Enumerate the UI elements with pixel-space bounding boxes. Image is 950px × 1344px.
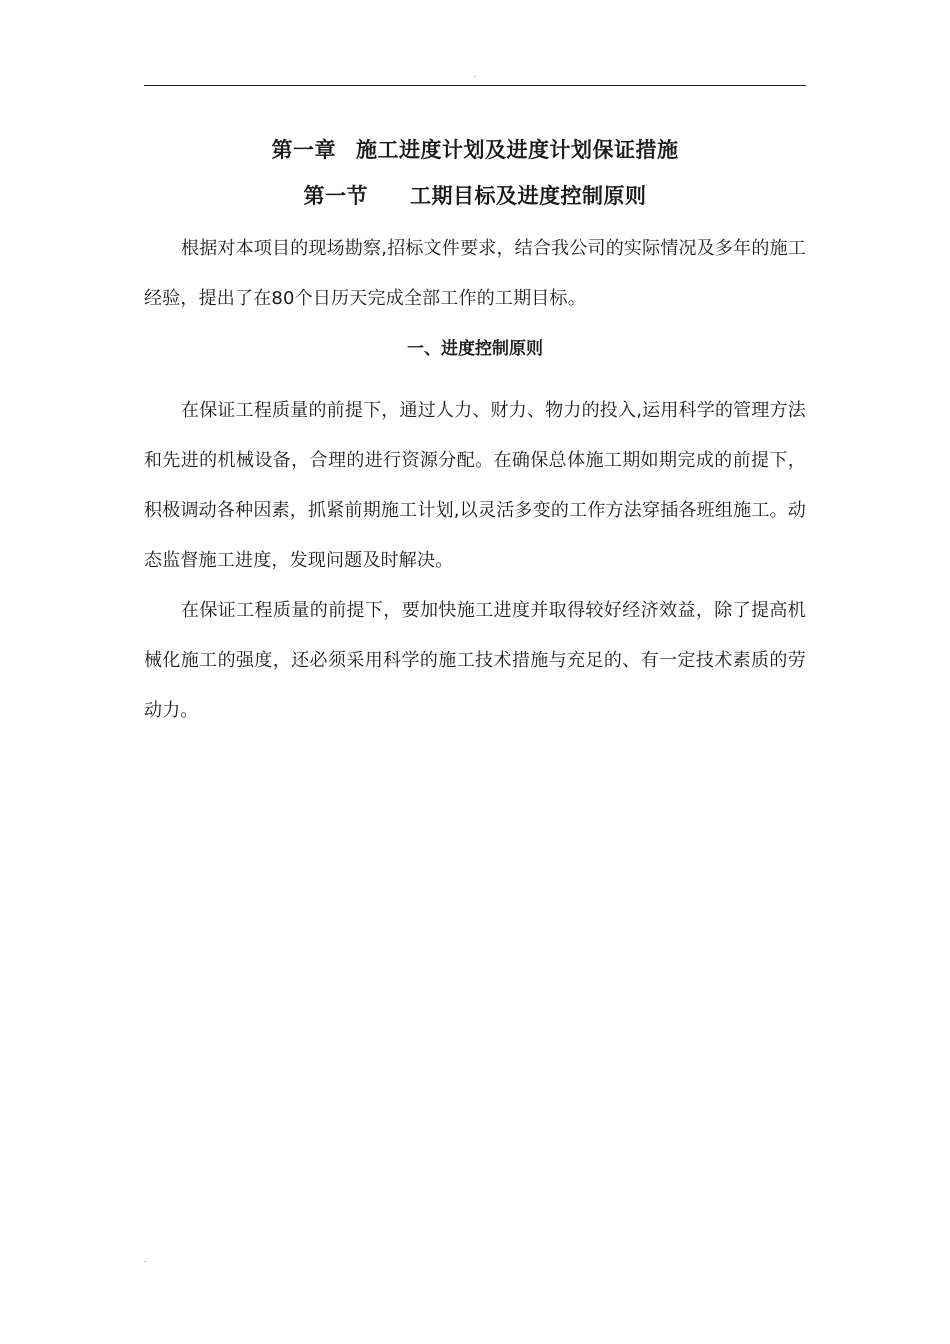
body-paragraph-1: 在保证工程质量的前提下，通过人力、财力、物力的投入,运用科学的管理方法和先进的机械设备，合理的进行资源分配。在确保总体施工期如期完成的前提下，积极调动各种因素，抓紧前期施工计划,以灵活多变的工作方法穿插各班组施工。动态监督施工进度，发现问题及时解决。	[144, 400, 806, 571]
document-body	[144, 130, 806, 736]
body-paragraph-2: 在保证工程质量的前提下，要加快施工进度并取得较好经济效益，除了提高机械化施工的强度，还必须采用科学的施工技术措施与充足的、有一定技术素质的劳动力。	[144, 600, 806, 721]
chapter-label: 第一章	[271, 138, 336, 162]
header-rule	[144, 85, 806, 86]
section-label: 第一节	[303, 184, 368, 208]
header-mark: .	[473, 70, 477, 79]
section-heading	[144, 176, 806, 216]
section-title: 工期目标及进度控制原则	[410, 184, 647, 208]
chapter-title: 施工进度计划及进度计划保证措施	[356, 138, 679, 162]
footer-mark: .	[144, 1255, 147, 1264]
subsection-heading: 一、进度控制原则	[407, 339, 543, 359]
chapter-heading	[144, 130, 806, 170]
intro-paragraph: 根据对本项目的现场勘察,招标文件要求，结合我公司的实际情况及多年的施工经验，提出了在80个日历天完成全部工作的工期目标。	[144, 238, 806, 309]
